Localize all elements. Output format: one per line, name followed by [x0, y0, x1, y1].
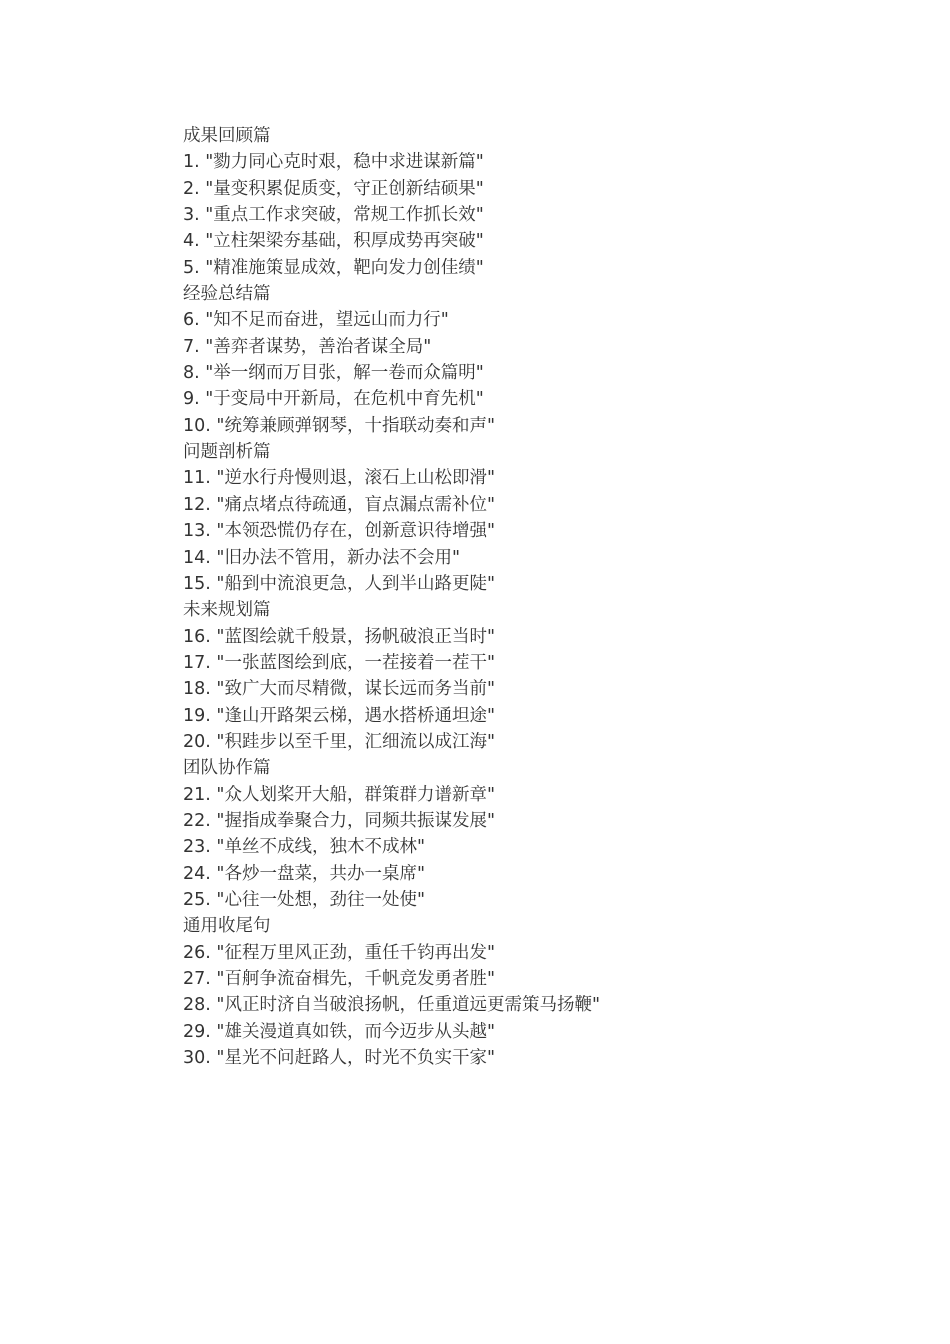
list-item: 15. "船到中流浪更急，人到半山路更陡" [183, 573, 495, 594]
list-item: 7. "善弈者谋势，善治者谋全局" [183, 336, 432, 357]
section-heading: 成果回顾篇 [183, 126, 271, 146]
section-heading: 问题剖析篇 [183, 442, 271, 463]
list-item: 26. "征程万里风正劲，重任千钧再出发" [183, 942, 495, 963]
list-item: 22. "握指成拳聚合力，同频共振谋发展" [183, 810, 495, 831]
list-item: 23. "单丝不成线，独木不成林" [183, 837, 425, 858]
list-item: 2. "量变积累促质变，守正创新结硕果" [183, 178, 484, 199]
list-item: 4. "立柱架梁夯基础，积厚成势再突破" [183, 231, 484, 252]
list-item: 10. "统筹兼顾弹钢琴，十指联动奏和声" [183, 415, 495, 436]
list-item: 8. "举一纲而万目张，解一卷而众篇明" [183, 363, 484, 384]
list-item: 29. "雄关漫道真如铁，而今迈步从头越" [183, 1021, 495, 1042]
section-heading: 经验总结篇 [183, 284, 271, 305]
list-item: 30. "星光不问赶路人，时光不负实干家" [183, 1048, 495, 1069]
section-heading: 未来规划篇 [183, 600, 271, 621]
list-item: 12. "痛点堵点待疏通，盲点漏点需补位" [183, 494, 495, 515]
list-item: 20. "积跬步以至千里，汇细流以成江海" [183, 731, 495, 752]
list-item: 28. "风正时济自当破浪扬帆，任重道远更需策马扬鞭" [183, 995, 600, 1016]
list-item: 24. "各炒一盘菜，共办一桌席" [183, 863, 425, 884]
list-item: 3. "重点工作求突破，常规工作抓长效" [183, 205, 484, 226]
list-item: 9. "于变局中开新局，在危机中育先机" [183, 389, 484, 410]
list-item: 27. "百舸争流奋楫先，千帆竞发勇者胜" [183, 969, 495, 989]
list-item: 5. "精准施策显成效，靶向发力创佳绩" [183, 257, 484, 278]
list-item: 14. "旧办法不管用，新办法不会用" [183, 547, 460, 568]
list-item: 18. "致广大而尽精微，谋长远而务当前" [183, 679, 495, 700]
list-item: 13. "本领恐慌仍存在，创新意识待增强" [183, 521, 495, 542]
list-item: 6. "知不足而奋进，望远山而力行" [183, 310, 449, 331]
list-item: 17. "一张蓝图绘到底，一茬接着一茬干" [183, 652, 495, 673]
list-item: 21. "众人划桨开大船，群策群力谱新章" [183, 784, 495, 805]
list-item: 19. "逢山开路架云梯，遇水搭桥通坦途" [183, 705, 495, 726]
document-body [183, 123, 923, 1071]
list-item: 11. "逆水行舟慢则退，滚石上山松即滑" [183, 468, 495, 489]
list-item: 1. "勠力同心克时艰，稳中求进谋新篇" [183, 152, 484, 173]
list-item: 16. "蓝图绘就千般景，扬帆破浪正当时" [183, 626, 495, 647]
section-heading: 团队协作篇 [183, 758, 271, 779]
list-item: 25. "心往一处想，劲往一处使" [183, 889, 425, 910]
section-heading: 通用收尾句 [183, 916, 271, 937]
